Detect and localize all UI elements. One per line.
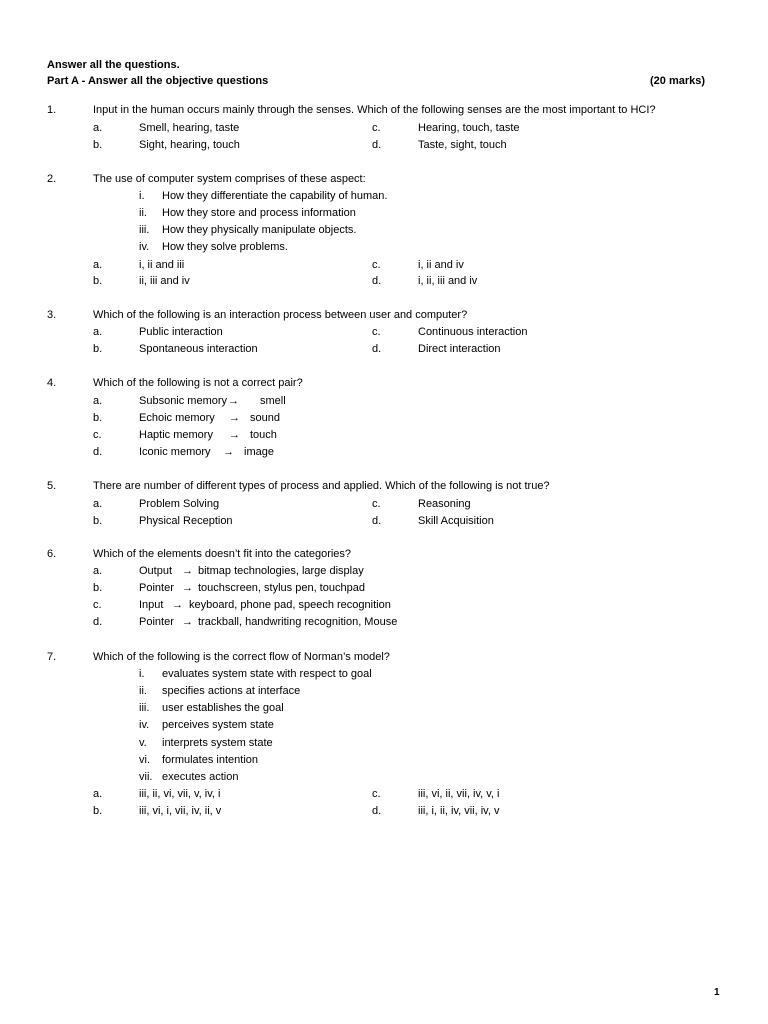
q4-option-a-label: a. <box>93 395 103 407</box>
q7-sub-i-num: i. <box>139 668 145 680</box>
q6-option-c-right: keyboard, phone pad, speech recognition <box>189 599 391 611</box>
q2-option-a-text: i, ii and iii <box>139 259 185 271</box>
q4-option-d-label: d. <box>93 446 103 458</box>
q6-option-a-right: bitmap technologies, large display <box>198 565 364 577</box>
q7-sub-v-text: interprets system state <box>162 737 273 749</box>
q5-option-b-text: Physical Reception <box>139 515 233 527</box>
question-7-number: 7. <box>47 651 57 663</box>
q4-option-b-right: sound <box>250 412 280 424</box>
q1-option-a-text: Smell, hearing, taste <box>139 122 240 134</box>
q2-sub-iii-num: iii. <box>139 224 150 236</box>
question-4-text: Which of the following is not a correct pair? <box>93 377 303 389</box>
arrow-icon: → <box>182 616 193 628</box>
exam-instruction: Answer all the questions. <box>47 59 180 71</box>
q6-option-d-right: trackball, handwriting recognition, Mouse <box>198 616 398 628</box>
q4-option-c-label: c. <box>93 429 102 441</box>
q6-option-c-label: c. <box>93 599 102 611</box>
q2-sub-i-num: i. <box>139 190 145 202</box>
q7-sub-vii-num: vii. <box>139 771 153 783</box>
q7-sub-iv-text: perceives system state <box>162 719 274 731</box>
q6-option-a-left: Output <box>139 565 173 577</box>
arrow-icon: → <box>229 412 240 424</box>
q1-option-c-label: c. <box>372 122 381 134</box>
question-2-text: The use of computer system comprises of these aspect: <box>93 173 366 185</box>
q3-option-b-label: b. <box>93 343 103 355</box>
q3-option-d-text: Direct interaction <box>418 343 501 355</box>
q1-option-d-label: d. <box>372 139 382 151</box>
q4-option-c-right: touch <box>250 429 277 441</box>
q5-option-c-label: c. <box>372 498 381 510</box>
q6-option-d-left: Pointer <box>139 616 174 628</box>
q6-option-b-label: b. <box>93 582 103 594</box>
q2-option-c-label: c. <box>372 259 381 271</box>
q2-option-d-text: i, ii, iii and iv <box>418 275 478 287</box>
question-6-text: Which of the elements doesn’t fit into the categories? <box>93 548 352 560</box>
q6-option-c-left: Input <box>139 599 164 611</box>
q6-option-a-label: a. <box>93 565 103 577</box>
q2-option-d-label: d. <box>372 275 382 287</box>
q3-option-a-text: Public interaction <box>139 326 223 338</box>
q4-option-b-label: b. <box>93 412 103 424</box>
q5-option-d-text: Skill Acquisition <box>418 515 494 527</box>
q5-option-a-text: Problem Solving <box>139 498 220 510</box>
q4-option-d-right: image <box>244 446 274 458</box>
q5-option-a-label: a. <box>93 498 103 510</box>
q3-option-c-text: Continuous interaction <box>418 326 528 338</box>
q7-sub-ii-num: ii. <box>139 685 147 697</box>
q7-option-c-text: iii, vi, ii, vii, iv, v, i <box>418 788 500 800</box>
q7-sub-i-text: evaluates system state with respect to goal <box>162 668 372 680</box>
arrow-icon: → <box>223 446 234 458</box>
q4-option-d-left: Iconic memory <box>139 446 211 458</box>
q3-option-b-text: Spontaneous interaction <box>139 343 258 355</box>
q7-sub-vi-text: formulates intention <box>162 754 258 766</box>
q7-option-d-text: iii, i, ii, iv, vii, iv, v <box>418 805 500 817</box>
q2-sub-iii-text: How they physically manipulate objects. <box>162 224 357 236</box>
q7-sub-vii-text: executes action <box>162 771 239 783</box>
q4-option-a-left: Subsonic memory <box>139 395 228 407</box>
q1-option-b-text: Sight, hearing, touch <box>139 139 240 151</box>
q2-sub-iv-num: iv. <box>139 241 150 253</box>
arrow-icon: → <box>229 429 240 441</box>
q6-option-d-label: d. <box>93 616 103 628</box>
q7-option-b-label: b. <box>93 805 103 817</box>
q7-sub-v-num: v. <box>139 737 147 749</box>
q7-sub-iii-text: user establishes the goal <box>162 702 284 714</box>
question-2-number: 2. <box>47 173 57 185</box>
q5-option-c-text: Reasoning <box>418 498 471 510</box>
q2-option-b-text: ii, iii and iv <box>139 275 190 287</box>
q2-sub-iv-text: How they solve problems. <box>162 241 288 253</box>
q7-sub-iii-num: iii. <box>139 702 150 714</box>
q7-option-c-label: c. <box>372 788 381 800</box>
q6-option-b-left: Pointer <box>139 582 174 594</box>
q1-option-c-text: Hearing, touch, taste <box>418 122 520 134</box>
q4-option-c-left: Haptic memory <box>139 429 213 441</box>
q1-option-b-label: b. <box>93 139 103 151</box>
question-6-number: 6. <box>47 548 57 560</box>
q3-option-c-label: c. <box>372 326 381 338</box>
arrow-icon: → <box>182 582 193 594</box>
arrow-icon: → <box>172 599 183 611</box>
q2-option-b-label: b. <box>93 275 103 287</box>
q2-option-c-text: i, ii and iv <box>418 259 464 271</box>
arrow-icon: → <box>228 395 239 407</box>
q7-sub-vi-num: vi. <box>139 754 150 766</box>
q7-option-d-label: d. <box>372 805 382 817</box>
q1-option-a-label: a. <box>93 122 103 134</box>
q7-option-a-text: iii, ii, vi, vii, v, iv, i <box>139 788 221 800</box>
question-4-number: 4. <box>47 377 57 389</box>
question-3-text: Which of the following is an interaction process between user and computer? <box>93 309 468 321</box>
question-1-text: Input in the human occurs mainly through the senses. Which of the following senses are the most important to HCI? <box>93 104 656 116</box>
q5-option-b-label: b. <box>93 515 103 527</box>
q1-option-d-text: Taste, sight, touch <box>418 139 507 151</box>
q7-option-a-label: a. <box>93 788 103 800</box>
question-7-text: Which of the following is the correct flow of Norman’s model? <box>93 651 390 663</box>
marks-label: (20 marks) <box>650 75 706 87</box>
q7-option-b-text: iii, vi, i, vii, iv, ii, v <box>139 805 222 817</box>
q5-option-d-label: d. <box>372 515 382 527</box>
question-5-number: 5. <box>47 480 57 492</box>
q4-option-a-right: smell <box>260 395 286 407</box>
q6-option-b-right: touchscreen, stylus pen, touchpad <box>198 582 365 594</box>
question-5-text: There are number of different types of process and applied. Which of the following is not true? <box>93 480 550 492</box>
q4-option-b-left: Echoic memory <box>139 412 215 424</box>
q2-sub-ii-num: ii. <box>139 207 147 219</box>
q7-sub-ii-text: specifies actions at interface <box>162 685 301 697</box>
q2-option-a-label: a. <box>93 259 103 271</box>
page-number: 1 <box>714 987 720 998</box>
q2-sub-i-text: How they differentiate the capability of human. <box>162 190 388 202</box>
q3-option-d-label: d. <box>372 343 382 355</box>
q3-option-a-label: a. <box>93 326 103 338</box>
q2-sub-ii-text: How they store and process information <box>162 207 356 219</box>
part-title: Part A - Answer all the objective questions <box>47 75 269 87</box>
arrow-icon: → <box>182 565 193 577</box>
q7-sub-iv-num: iv. <box>139 719 150 731</box>
question-1-number: 1. <box>47 104 57 116</box>
question-3-number: 3. <box>47 309 57 321</box>
